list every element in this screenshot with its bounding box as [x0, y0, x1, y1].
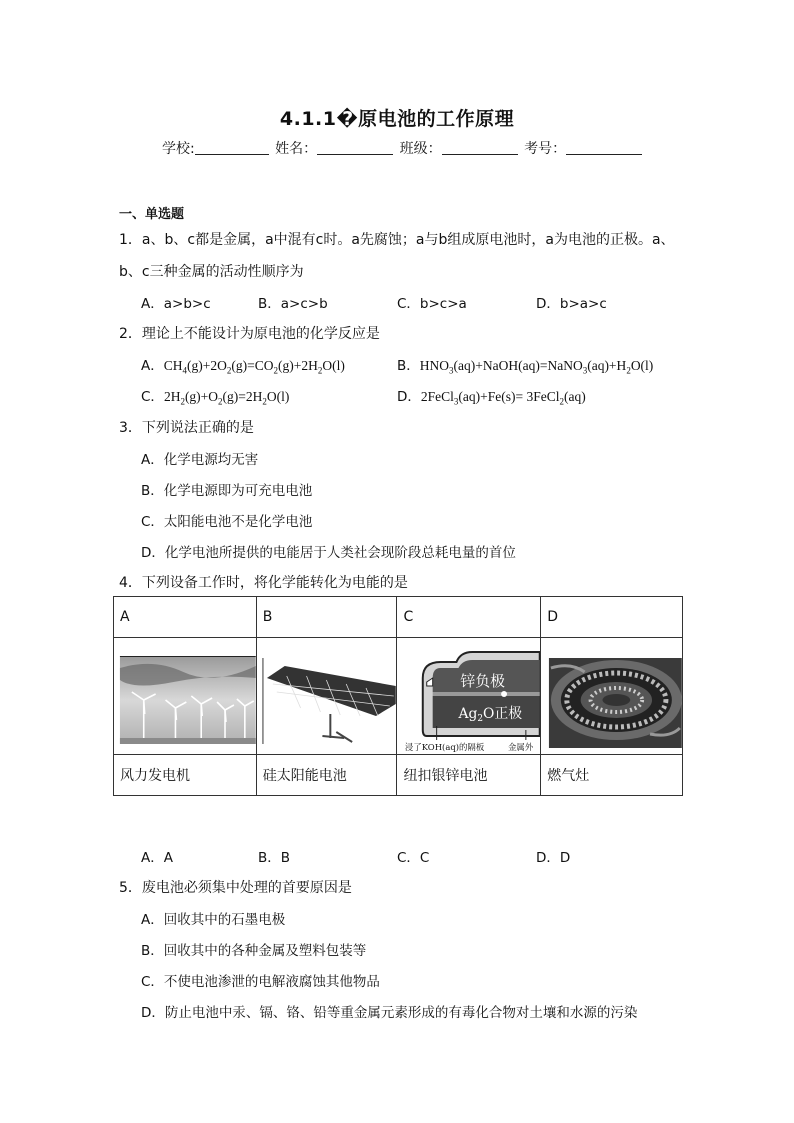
battery-label-silver-oxide: $Ag_2O$正极 — [458, 705, 523, 725]
q5-option-b: B．回收其中的各种金属及塑料包装等 — [141, 943, 367, 959]
battery-label-zinc: 锌负极 — [460, 671, 506, 691]
battery-label-case: 金属外 — [508, 741, 534, 753]
q3-option-b: B．化学电源即为可充电电池 — [141, 483, 313, 499]
q4-stem: 4．下列设备工作时，将化学能转化为电能的是 — [119, 575, 408, 591]
q3-option-a: A．化学电源均无害 — [141, 452, 259, 468]
q4-header-b: B — [256, 597, 397, 638]
q4-option-a: A．A — [141, 850, 173, 866]
wind-turbine-image — [114, 638, 257, 755]
q4-table — [113, 596, 683, 796]
class-label: 班级： — [399, 141, 442, 157]
q3-stem: 3．下列说法正确的是 — [119, 420, 254, 436]
q5-option-a: A．回收其中的石墨电极 — [141, 912, 286, 928]
q4-caption-b: 硅太阳能电池 — [256, 755, 397, 796]
q1-option-a: A．a>b>c — [141, 296, 211, 312]
q2-option-c: C．$2H_2(g)+O_2(g)=2H_2O(l)$ — [141, 389, 290, 407]
q3-option-d: D．化学电池所提供的电能居于人类社会现阶段总耗电量的首位 — [141, 545, 516, 561]
q1-option-c: C．b>c>a — [397, 296, 467, 312]
q2-option-a: A．$CH_4(g)+2O_2(g)=CO_2(g)+2H_2O(l)$ — [141, 358, 345, 376]
q4-caption-d: 燃气灶 — [541, 755, 683, 796]
button-battery-diagram — [397, 638, 541, 755]
exam-no-blank — [566, 140, 642, 155]
q2-stem: 2．理论上不能设计为原电池的化学反应是 — [119, 326, 380, 342]
q4-option-d: D．D — [536, 850, 571, 866]
q1-stem-line1: 1．a、b、c都是金属，a中混有c时。a先腐蚀；a与b组成原电池时，a为电池的正极。a、 — [119, 232, 675, 248]
q5-option-d: D．防止电池中汞、镉、铬、铅等重金属元素形成的有毒化合物对土壤和水源的污染 — [141, 1005, 638, 1021]
q3-option-c: C．太阳能电池不是化学电池 — [141, 514, 313, 530]
q1-stem-line2: b、c三种金属的活动性顺序为 — [119, 264, 304, 280]
name-label: 姓名： — [275, 141, 318, 157]
q4-option-c: C．C — [397, 850, 430, 866]
class-blank — [442, 140, 518, 155]
q4-header-a: A — [114, 597, 257, 638]
gas-stove-image — [541, 638, 683, 755]
school-label: 学校: — [162, 141, 195, 157]
q1-option-b: B．a>c>b — [258, 296, 328, 312]
q2-option-b: B．$HNO_3(aq)+NaOH(aq)=NaNO_3(aq)+H_2O(l)$ — [397, 358, 654, 376]
q2-option-d: D．2FeCl$_3$(aq)+Fe(s)= 3FeCl$_2$(aq) — [397, 389, 586, 407]
page-title: 4.1.1�原电池的工作原理 — [279, 108, 515, 130]
exam-no-label: 考号： — [524, 141, 567, 157]
q4-header-d: D — [541, 597, 683, 638]
name-blank — [317, 140, 393, 155]
solar-panel-image — [256, 638, 397, 755]
battery-label-separator: 浸了KOH(aq)的隔板 — [405, 741, 485, 753]
section-heading: 一、单选题 — [119, 207, 185, 222]
q1-option-d: D．b>a>c — [536, 296, 607, 312]
q4-caption-a: 风力发电机 — [114, 755, 257, 796]
q4-option-b: B．B — [258, 850, 291, 866]
q5-stem: 5．废电池必须集中处理的首要原因是 — [119, 880, 352, 896]
q4-caption-c: 纽扣银锌电池 — [397, 755, 541, 796]
school-blank — [195, 140, 269, 155]
q4-header-c: C — [397, 597, 541, 638]
student-info-line — [162, 138, 644, 158]
q5-option-c: C．不使电池渗泄的电解液腐蚀其他物品 — [141, 974, 380, 990]
